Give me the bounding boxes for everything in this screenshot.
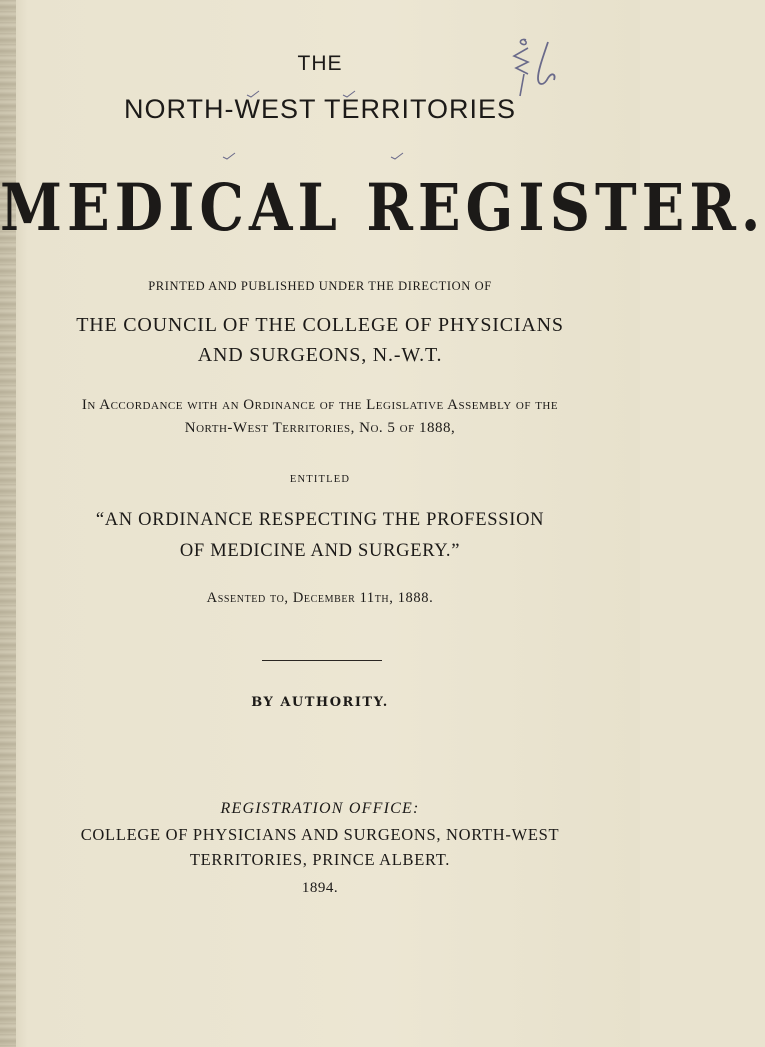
heading-territories: NORTH-WEST TERRITORIES [123,94,517,124]
pencil-tick-icon [222,152,236,160]
pencil-tick-icon [342,90,356,98]
pencil-tick-icon [246,90,260,98]
publication-year: 1894. [301,880,339,896]
printed-under-line: PRINTED AND PUBLISHED UNDER THE DIRECTION OF [148,279,492,293]
ordinance-title-line-1: “AN ORDINANCE RESPECTING THE PROFESSION [95,510,545,530]
page-title: MEDICAL REGISTER. [0,170,765,246]
council-line-2: AND SURGEONS, N.-W.T. [197,344,443,366]
by-authority: BY AUTHORITY. [251,695,389,710]
registration-office-label: REGISTRATION OFFICE: [220,800,420,817]
pencil-tick-icon [390,152,404,160]
accordance-line-1: In Accordance with an Ordinance of the Legislative Assembly of the [81,397,559,413]
accordance-line-2: North-West Territories, No. 5 of 1888, [184,420,456,436]
assented-date: Assented to, December 11th, 1888. [206,590,434,606]
ordinance-title-line-2: OF MEDICINE AND SURGERY.” [179,541,461,561]
heading-the: THE [297,52,343,75]
council-line-1: THE COUNCIL OF THE COLLEGE OF PHYSICIANS [76,314,564,336]
entitled-label: ENTITLED [289,474,351,485]
divider-rule [262,660,382,661]
office-address-line-2: TERRITORIES, PRINCE ALBERT. [189,850,451,869]
office-address-line-1: COLLEGE OF PHYSICIANS AND SURGEONS, NORTH-WEST [80,825,560,844]
handwritten-library-mark-icon [504,34,564,104]
